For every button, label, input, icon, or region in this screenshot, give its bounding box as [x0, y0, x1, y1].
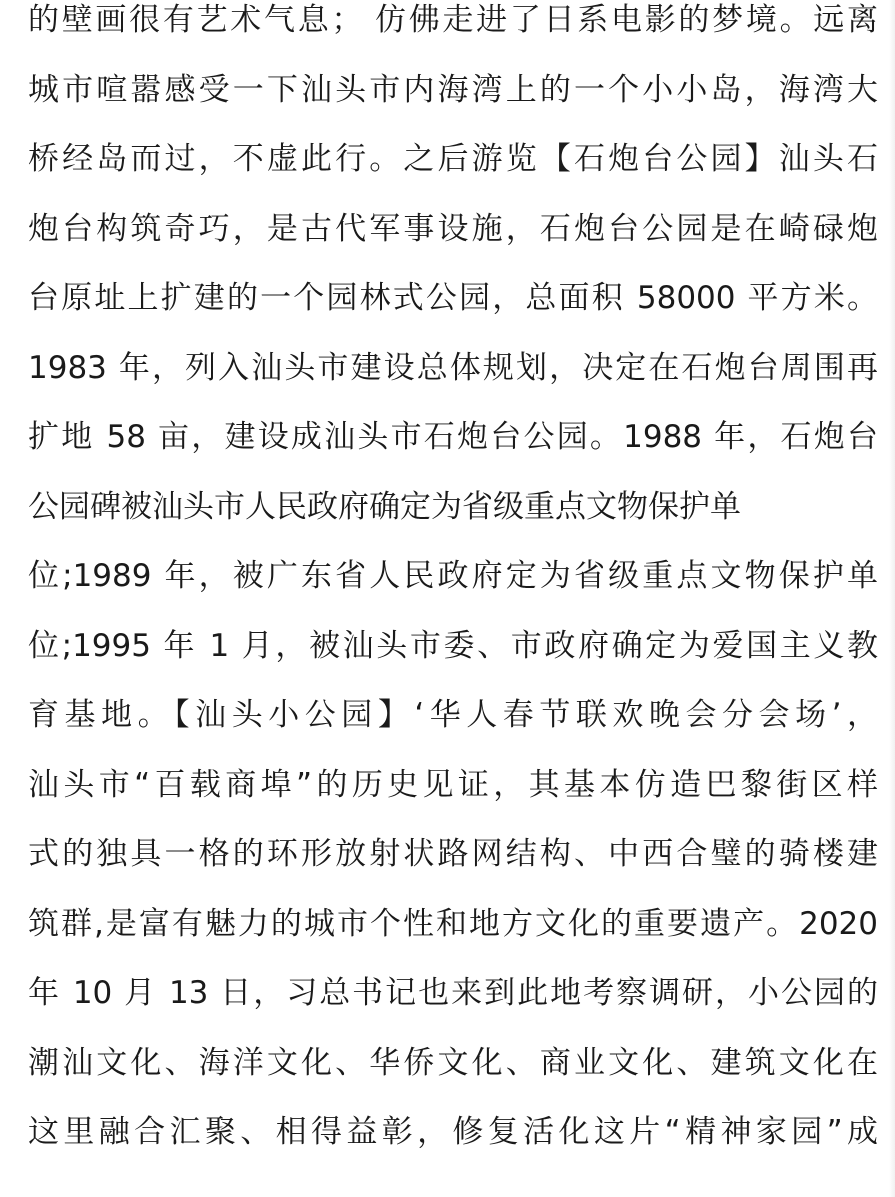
- text-line: 炮台构筑奇巧，是古代军事设施，石炮台公园是在崎碌炮: [28, 210, 878, 247]
- text-line: 潮汕文化、海洋文化、华侨文化、商业文化、建筑文化在: [28, 1044, 878, 1081]
- text-line: 育基地。【汕头小公园】‘华人春节联欢晚会分会场’，: [28, 697, 878, 733]
- text-line: 位;1989 年，被广东省人民政府定为省级重点文物保护单: [28, 558, 878, 594]
- text-line: 公园碑被汕头市人民政府确定为省级重点文物保护单: [28, 488, 741, 525]
- text-line: 位;1995 年 1 月，被汕头市委、市政府确定为爱国主义教: [28, 627, 878, 664]
- text-line: 桥经岛而过，不虚此行。之后游览【石炮台公园】汕头石: [28, 141, 878, 177]
- text-line: 年 10 月 13 日，习总书记也来到此地考察调研，小公园的: [28, 975, 878, 1011]
- text-line: 的壁画很有艺术气息； 仿佛走进了日系电影的梦境。远离: [28, 2, 878, 38]
- text-line: 筑群,是富有魅力的城市个性和地方文化的重要遗产。2020: [28, 905, 878, 942]
- text-line: 这里融合汇聚、相得益彰，修复活化这片“精神家园”成: [28, 1114, 878, 1150]
- text-line: 式的独具一格的环形放射状路网结构、中西合璧的骑楼建: [28, 836, 878, 872]
- page-edge-shadow: [889, 0, 895, 1197]
- text-line: 台原址上扩建的一个园林式公园，总面积 58000 平方米。: [28, 280, 878, 316]
- article-body: [28, 0, 878, 1174]
- text-line: 扩地 58 亩，建设成汕头市石炮台公园。1988 年，石炮台: [28, 419, 878, 455]
- text-line: 城市喧嚣感受一下汕头市内海湾上的一个小小岛，海湾大: [28, 71, 878, 108]
- text-line: 汕头市“百载商埠”的历史见证，其基本仿造巴黎街区样: [28, 766, 878, 803]
- text-line: 1983 年，列入汕头市建设总体规划，决定在石炮台周围再: [28, 349, 878, 386]
